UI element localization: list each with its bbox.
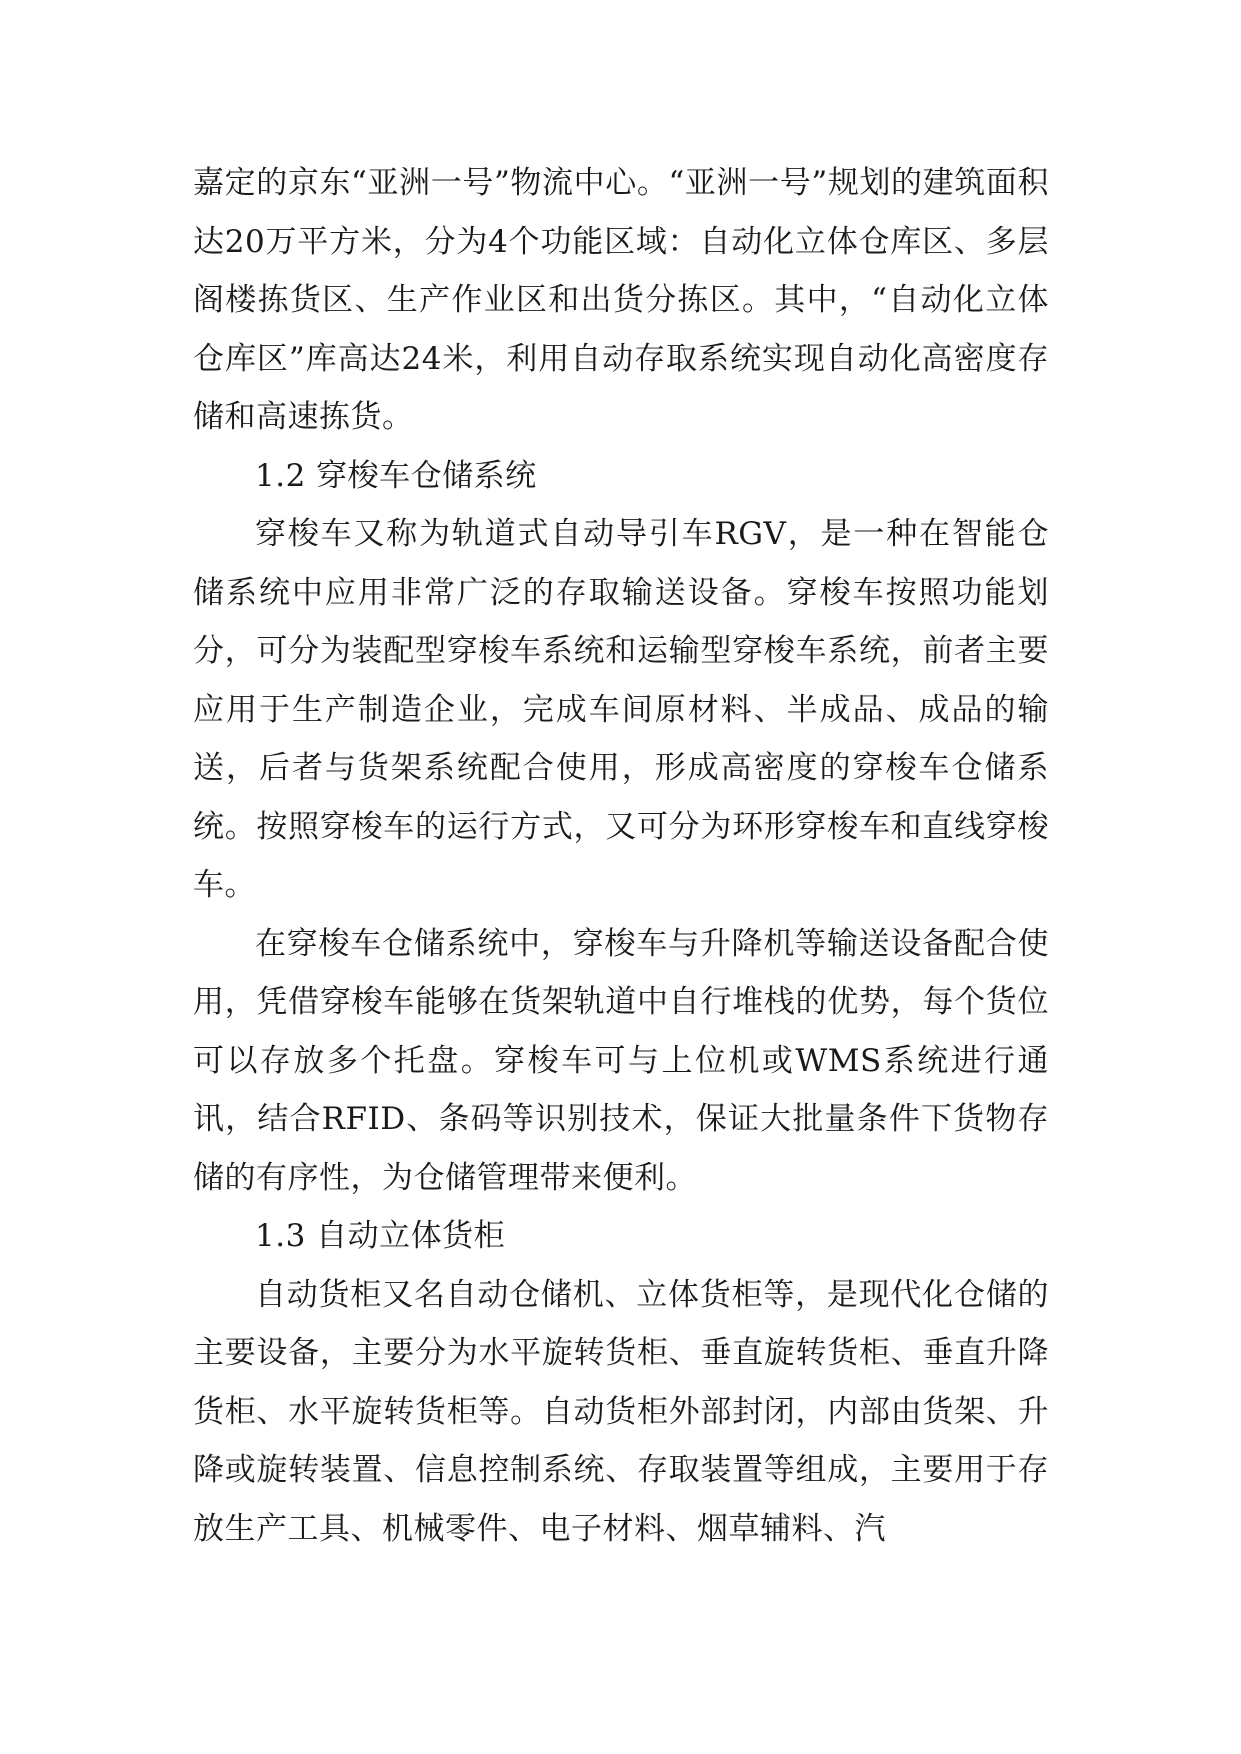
section-heading-1-2: 1.2 穿梭车仓储系统 — [255, 457, 537, 494]
section-heading-1-3: 1.3 自动立体货柜 — [255, 1218, 506, 1254]
paragraph-shuttle-intro: 穿梭车又称为轨道式自动导引车RGV，是一种在智能仓储系统中应用非常广泛的存取输送设备。穿梭车按照功能划分，可分为装配型穿梭车系统和运输型穿梭车系统，前者主要应用于生产制造企业，完成车间原材料、半成品、成品的输送，后者与货架系统配合使用，形成高密度的穿梭车仓储系统。按照穿梭车的运行方式，又可分为环形穿梭车和直线穿梭车。 — [193, 516, 1049, 903]
paragraph-intro: 嘉定的京东“亚洲一号”物流中心。“亚洲一号”规划的建筑面积达20万平方米，分为4个功能区域：自动化立体仓库区、多层阁楼拣货区、生产作业区和出货分拣区。其中，“自动化立体仓库区”库高达24米，利用自动存取系统实现自动化高密度存储和高速拣货。 — [193, 165, 1049, 435]
paragraph-shuttle-system: 在穿梭车仓储系统中，穿梭车与升降机等输送设备配合使用，凭借穿梭车能够在货架轨道中自行堆栈的优势，每个货位可以存放多个托盘。穿梭车可与上位机或WMS系统进行通讯，结合RFID、条码等识别技术，保证大批量条件下货物存储的有序性，为仓储管理带来便利。 — [193, 925, 1049, 1196]
paragraph-vertical-cabinet: 自动货柜又名自动仓储机、立体货柜等，是现代化仓储的主要设备，主要分为水平旋转货柜、垂直旋转货柜、垂直升降货柜、水平旋转货柜等。自动货柜外部封闭，内部由货架、升降或旋转装置、信息控制系统、存取装置等组成，主要用于存放生产工具、机械零件、电子材料、烟草辅料、汽 — [193, 1276, 1049, 1547]
document-body — [193, 154, 1049, 1558]
